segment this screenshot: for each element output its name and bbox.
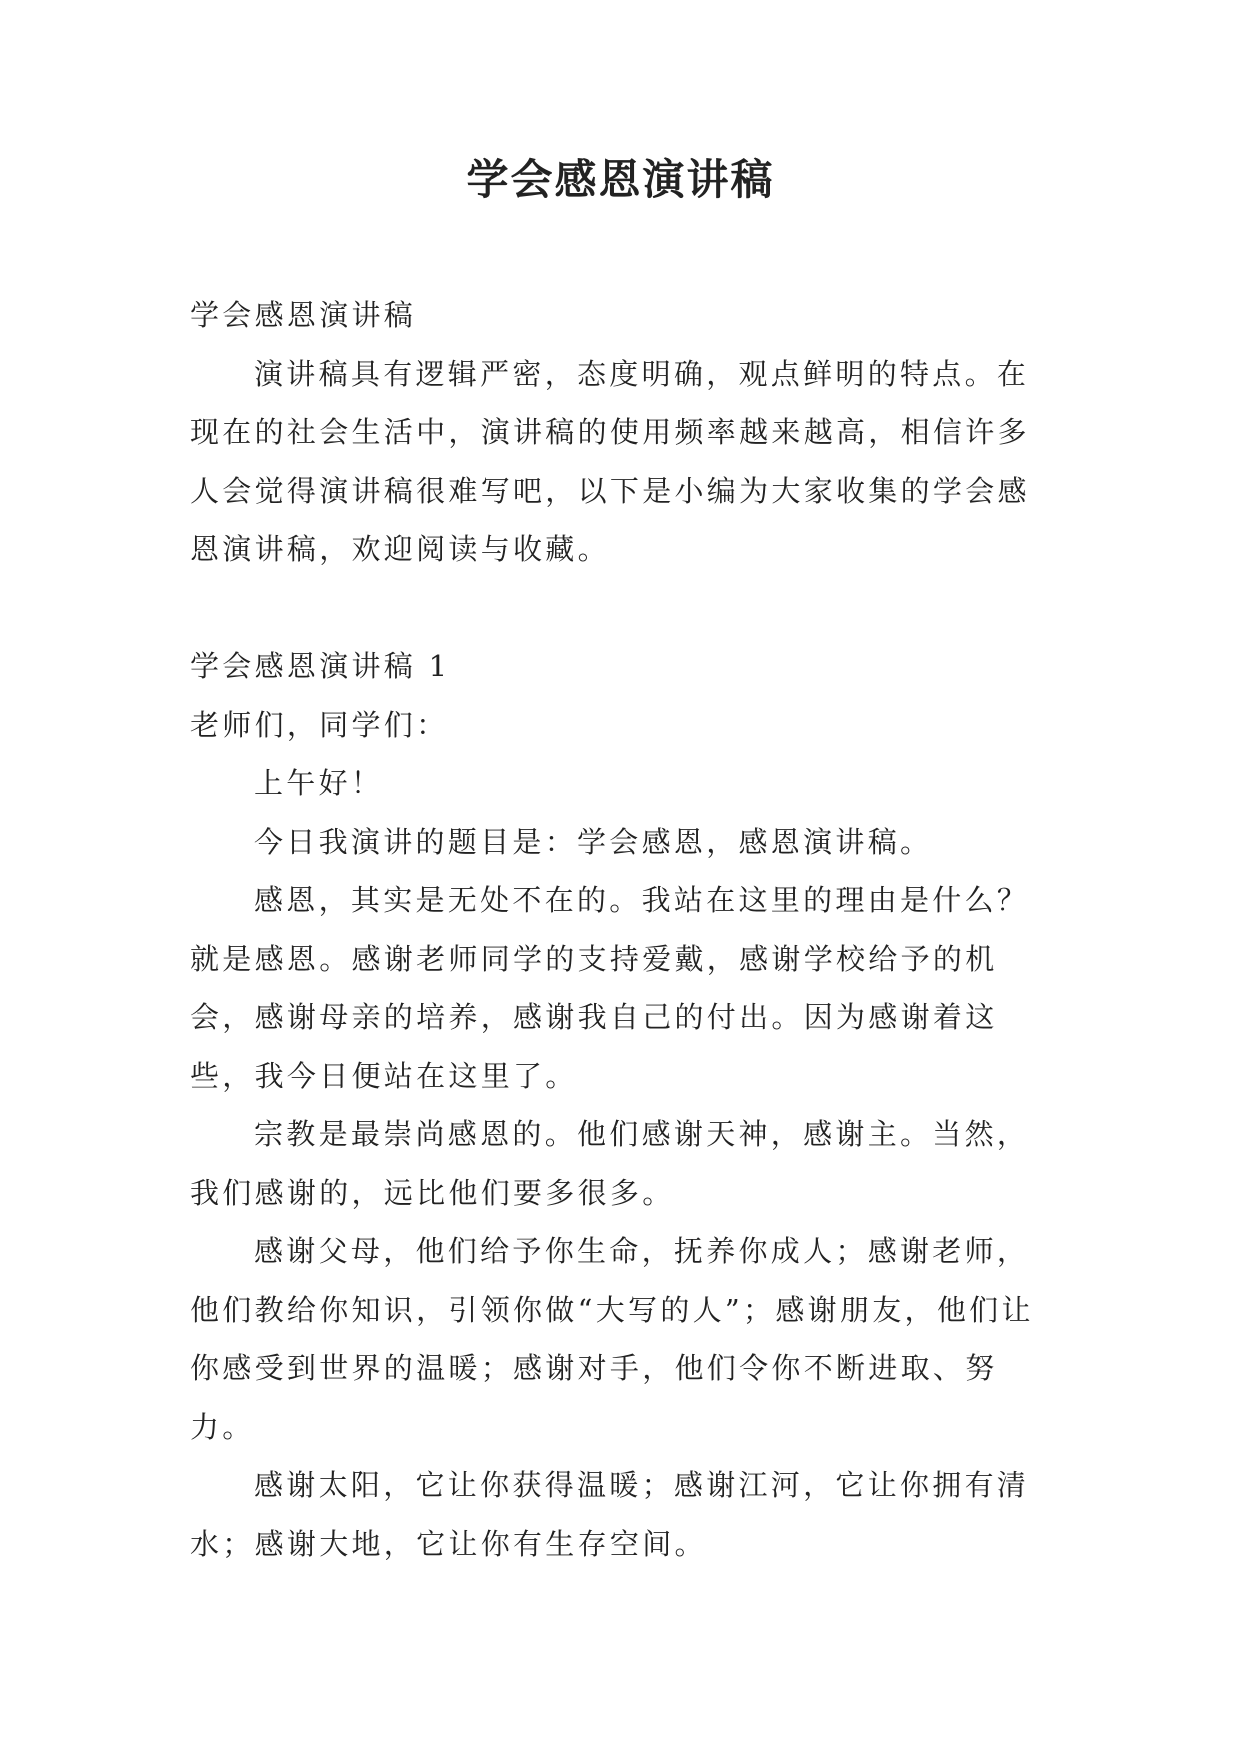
intro-paragraph: 演讲稿具有逻辑严密，态度明确，观点鲜明的特点。在现在的社会生活中，演讲稿的使用频率越来越高，相信许多人会觉得演讲稿很难写吧，以下是小编为大家收集的学会感恩演讲稿，欢迎阅读与收藏。: [190, 356, 1030, 566]
paragraph-thank-people: 感谢父母，他们给予你生命，抚养你成人；感谢老师，他们教给你知识，引领你做“大写的人”；感谢朋友，他们让你感受到世界的温暖；感谢对手，他们令你不断进取、努力。: [190, 1234, 1034, 1444]
document-title: 学会感恩演讲稿: [466, 155, 775, 204]
paragraph-topic: 今日我演讲的题目是：学会感恩，感恩演讲稿。: [254, 824, 933, 859]
section-spacer: [190, 579, 1060, 638]
paragraph-religion: 宗教是最崇尚感恩的。他们感谢天神，感谢主。当然，我们感谢的，远比他们要多很多。: [190, 1117, 1030, 1210]
document-body: [190, 286, 1060, 1573]
paragraph-greeting: 上午好！: [254, 766, 384, 800]
paragraph-thank-nature: 感谢太阳，它让你获得温暖；感谢江河，它让你拥有清水；感谢大地，它让你有生存空间。: [190, 1468, 1030, 1561]
section-heading: 学会感恩演讲稿 1: [190, 649, 451, 683]
document-subtitle: 学会感恩演讲稿: [190, 298, 417, 332]
paragraph-gratitude-everywhere: 感恩，其实是无处不在的。我站在这里的理由是什么？就是感恩。感谢老师同学的支持爱戴，感谢学校给予的机会，感谢母亲的培养，感谢我自己的付出。因为感谢着这些，我今日便站在这里了。: [190, 883, 1030, 1093]
salutation: 老师们，同学们：: [190, 707, 449, 742]
